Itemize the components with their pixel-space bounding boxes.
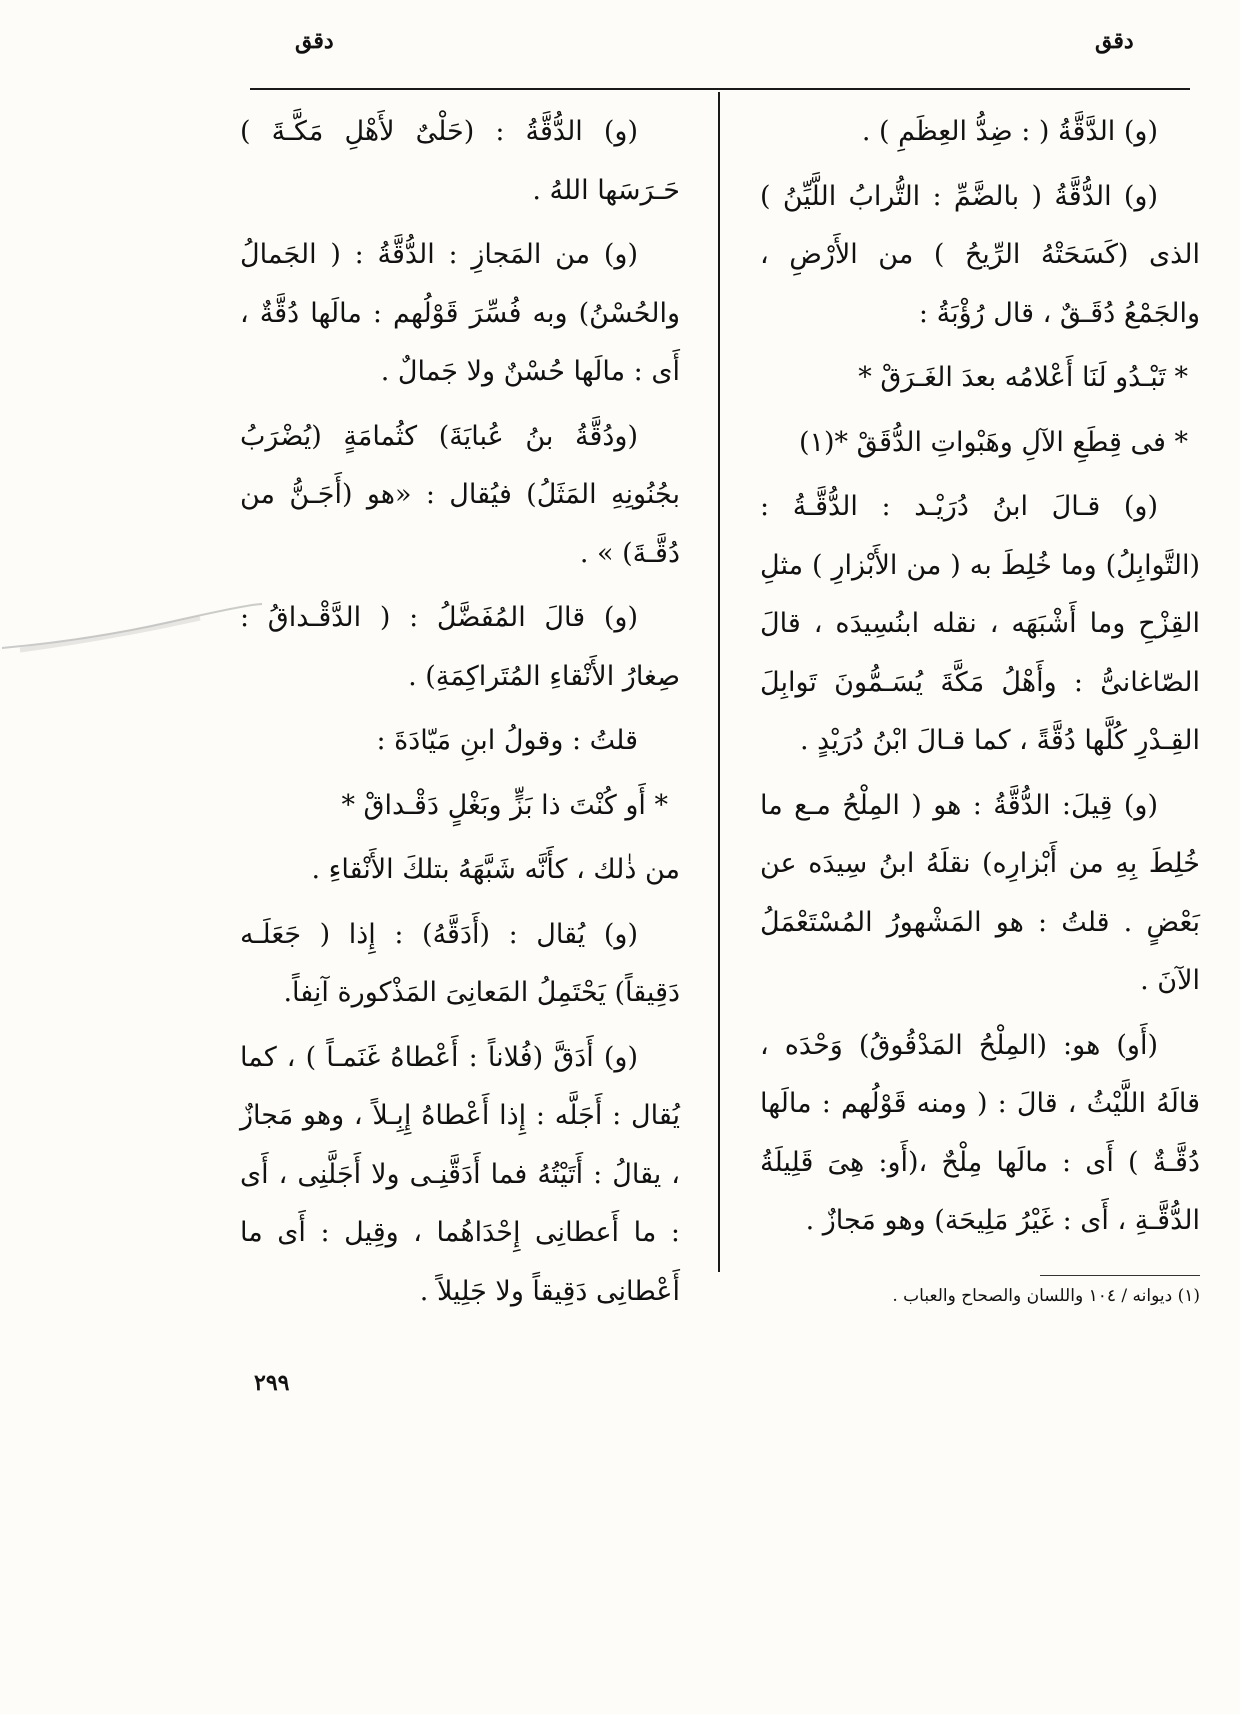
verse-line: * فى قِطَعِ الآلِ وهَبْواتِ الدُّقَقْ *(١) [798,426,1188,458]
right-column [760,103,1200,1257]
page-number: ٢٩٩ [254,1370,290,1396]
verse-line: * أَو كُنْتَ ذا بَزٍّ وبَغْلٍ دَقْـداقْ * [341,789,668,821]
entry-paragraph: (و) يُقال : (أَدَقَّهُ) : إِذا ( جَعَلَـه دَقِيقاً) يَحْتَمِلُ المَعانِىَ المَذْكورة آنِفاً. [240,918,680,1008]
entry-paragraph: (و) الدُّقَّةُ : (حَلْىٌ لأَهْلِ مَكَّـةَ ) حَـرَسَها اللهُ . [240,116,680,206]
entry-paragraph: (و) قالَ المُفَضَّلُ : ( الدَّقْـداقُ : صِغارُ الأَنْقاءِ المُتَراكِمَةِ) . [240,602,680,692]
entry-paragraph: (و) قِيلَ: الدُّقَّةُ : هو ( المِلْحُ مـع ما خُلِطَ بِهِ من أَبْزارِه) نقلَهُ ابنُ سِيدَه عن بَعْضٍ . قلتُ : هو المَشْهورُ المُسْتَعْمَلُ الآنَ . [760,789,1200,996]
entry-paragraph: (و) من المَجازِ : الدُّقَّةُ : ( الجَمالُ والحُسْنُ) وبه فُسِّرَ قَوْلُهم : مالَها دُقَّةٌ ، أَى : مالَها حُسْنٌ ولا جَمالٌ . [240,239,680,387]
entry-paragraph: (و) قـالَ ابنُ دُرَيْـد : الدُّقَّـةُ : (التَّوابِلُ) وما خُلِطَ به ( من الأَبْزارِ ) مثلِ القِزْحِ وما أَشْبَهَه ، نقله ابنُسِيدَه ، قالَ الصّاغانىُّ : وأَهْلُ مَكَّةَ يُسَـمُّونَ تَوابِلَ القِـدْرِ كُلَّها دُقَّةً ، كما قـالَ ابْنُ دُرَيْدٍ . [760,491,1200,756]
footnote: (١) ديوانه / ١٠٤ واللسان والصحاح والعباب . [892,1286,1200,1306]
running-header-right: دقق [1095,28,1134,54]
entry-paragraph: قلتُ : وقولُ ابنِ مَيّادَةَ : [376,725,638,756]
entry-paragraph: (و) أَدَقَّ (فُلاناً : أَعْطاهُ غَنَمـاً ) ، كما يُقال : أَجَلَّه : إِذا أَعْطاهُ إِبِـلاً ، وهو مَجازٌ ، يقالُ : أَتَيْتُهُ فما أَدَقَّنِـى ولا أَجَلَّنِى ، أَى : ما أَعطانِى إِحْدَاهُما ، وقِيل : أَى ما أَعْطانِى دَقِيقاً ولا جَلِيلاً . [240,1041,680,1307]
entry-paragraph: من ذٰلك ، كأَنَّه شَبَّهَهُ بتلكَ الأَنْقاءِ . [311,854,680,885]
entry-paragraph: (و) الدَّقَّةُ ( : ضِدُّ العِظَمِ ) . [861,116,1158,147]
verse-line: * تَبْـدُو لَنَا أَعْلامُه بعدَ الغَـرَقْ * [858,362,1188,393]
footnote-rule [1040,1275,1200,1276]
header-rule [250,88,1190,90]
entry-paragraph: (ودُقَّةُ بنُ عُبايَةَ) كثُمامَةٍ (يُضْرَبُ بجُنُونِهِ المَثَلُ) فيُقال : «هو (أَجَـنُّ من دُقَّـةَ) » . [240,420,680,569]
entry-paragraph: (أَو) هو: (المِلْحُ المَدْقُوقُ) وَحْدَه ، قالَهُ اللَّيْثُ ، قالَ : ( ومنه قَوْلُهم : مالَها دُقَّـةٌ ) أَى : مالَها مِلْحٌ ،(أَو: هِىَ قَلِيلَةُ الدُّقَّـةِ ، أَى : غَيْرُ مَلِيحَة) وهو مَجازٌ . [760,1029,1200,1236]
entry-paragraph: (و) الدُّقَّةُ ( بالضَّمِّ : التُّرابُ اللَّيِّنُ ) الذى (كَسَحَتْهُ الرِّيحُ ) من الأَرْضِ ، والجَمْعُ دُقَـقٌ ، قال رُؤْبَةُ : [760,180,1200,329]
scan-smudge [0,600,270,660]
column-divider [718,92,720,1272]
running-header-left: دقق [295,28,334,54]
left-column [240,103,680,1327]
